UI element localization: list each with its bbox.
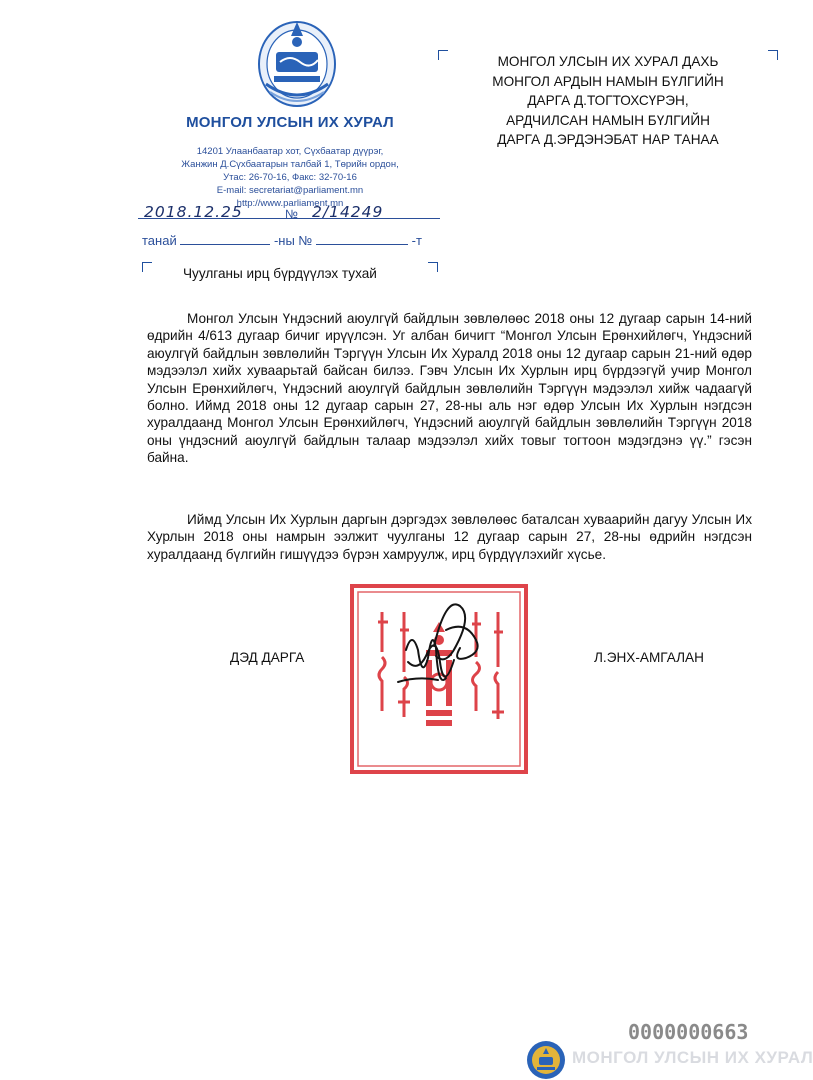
document-date: 2018.12.25	[144, 203, 243, 221]
reference-line	[142, 233, 422, 248]
footer-emblem-logo	[526, 1040, 566, 1080]
organization-name: МОНГОЛ УЛСЫН ИХ ХУРАЛ	[186, 114, 394, 131]
document-number: 2/14249	[312, 203, 384, 221]
document-serial-number: 0000000663	[628, 1020, 749, 1044]
signatory-name: Л.ЭНХ-АМГАЛАН	[594, 650, 704, 665]
date-number-underline	[138, 218, 440, 220]
handwritten-signature	[388, 590, 498, 710]
bracket-corner-icon	[428, 262, 438, 272]
bracket-corner-icon	[142, 262, 152, 272]
recipient-line: МОНГОЛ УЛСЫН ИХ ХУРАЛ ДАХЬ	[497, 54, 719, 69]
footer-watermark-text: МОНГОЛ УЛСЫН ИХ ХУРАЛ	[572, 1048, 813, 1067]
address-line: 14201 Улаанбаатар хот, Сүхбаатар дүүрэг,	[196, 146, 384, 157]
bracket-corner-icon	[768, 50, 778, 60]
email-line: E-mail: secretariat@parliament.mn	[216, 185, 364, 196]
recipient-line: АРДЧИЛСАН НАМЫН БҮЛГИЙН	[506, 112, 710, 128]
body-paragraph: Монгол Улсын Үндэсний аюулгүй байдлын зөвлөлөөс 2018 оны 12 дугаар сарын 14-ний өдрийн 4/613 дугаар бичиг ирүүлсэн. Уг албан бичигт “Монгол Улсын Ерөнхийлөгч, Үндэсний аюулгүй байдлын зөвлөлийн Тэргүүн Улсын Их Хуралд 2018 оны 12 дугаар сарын 21-ний өдөр мэдээлэл хийх хуваарьтай байсан билээ. Гэвч Улсын Их Хурлын ирц бүрдээгүй учир Монгол Улсын Ерөнхийлөгч, Үндэсний аюулгүй байдлын зөвлөлийн Тэргүүн мэдээлэл хийж чадаагүй болно. Иймд 2018 оны 12 дугаар сарын 27, 28-ны аль нэг өдөр Улсын Их Хурлын нэгдсэн хуралдаанд Монгол Улсын Ерөнхийлөгч, Үндэсний аюулгүй байдлын зөвлөлийн Тэргүүн 2018 оны үндэсний аюулгүй байдлын талаар мэдээлэл хийх товыг тогтоон мэдэгдэнэ үү.” гэсэн байна.	[147, 311, 752, 466]
phone-fax-line: Утас: 26-70-16, Факс: 32-70-16	[223, 172, 357, 183]
ref-prefix: танай	[142, 233, 177, 248]
address-line: Жанжин Д.Сүхбаатарын талбай 1, Төрийн ордон,	[181, 159, 399, 170]
ref-suffix: -т	[411, 233, 422, 248]
recipient-line: ДАРГА Д.ЭРДЭНЭБАТ НАР ТАНАА	[497, 132, 719, 147]
website-line: http://www.parliament.mn	[236, 198, 344, 209]
ref-mid: -ны №	[273, 233, 313, 248]
state-emblem-logo	[256, 14, 338, 110]
recipient-line: ДАРГА Д.ТОГТОХСҮРЭН,	[527, 93, 689, 108]
recipient-line: МОНГОЛ АРДЫН НАМЫН БҮЛГИЙН	[492, 73, 724, 89]
body-paragraph: Иймд Улсын Их Хурлын даргын дэргэдэх зөвлөлөөс баталсан хуваарийн дагуу Улсын Их Хурлын 2018 оны намрын ээлжит чуулганы 12 дугаар сарын 27, 28-ны өдрийн нэгдсэн хуралдаанд бүлгийн гишүүдээ бүрэн хамруулж, ирц бүрдүүлэхийг хүсье.	[147, 512, 752, 562]
ref-number-blank	[316, 234, 408, 245]
ref-date-blank	[180, 234, 270, 245]
number-sign: №	[285, 207, 298, 221]
letter-subject: Чуулганы ирц бүрдүүлэх тухай	[183, 266, 377, 281]
bracket-corner-icon	[438, 50, 448, 60]
signatory-title: ДЭД ДАРГА	[230, 650, 305, 665]
recipient-block	[452, 52, 764, 150]
letterhead-address	[150, 145, 430, 210]
